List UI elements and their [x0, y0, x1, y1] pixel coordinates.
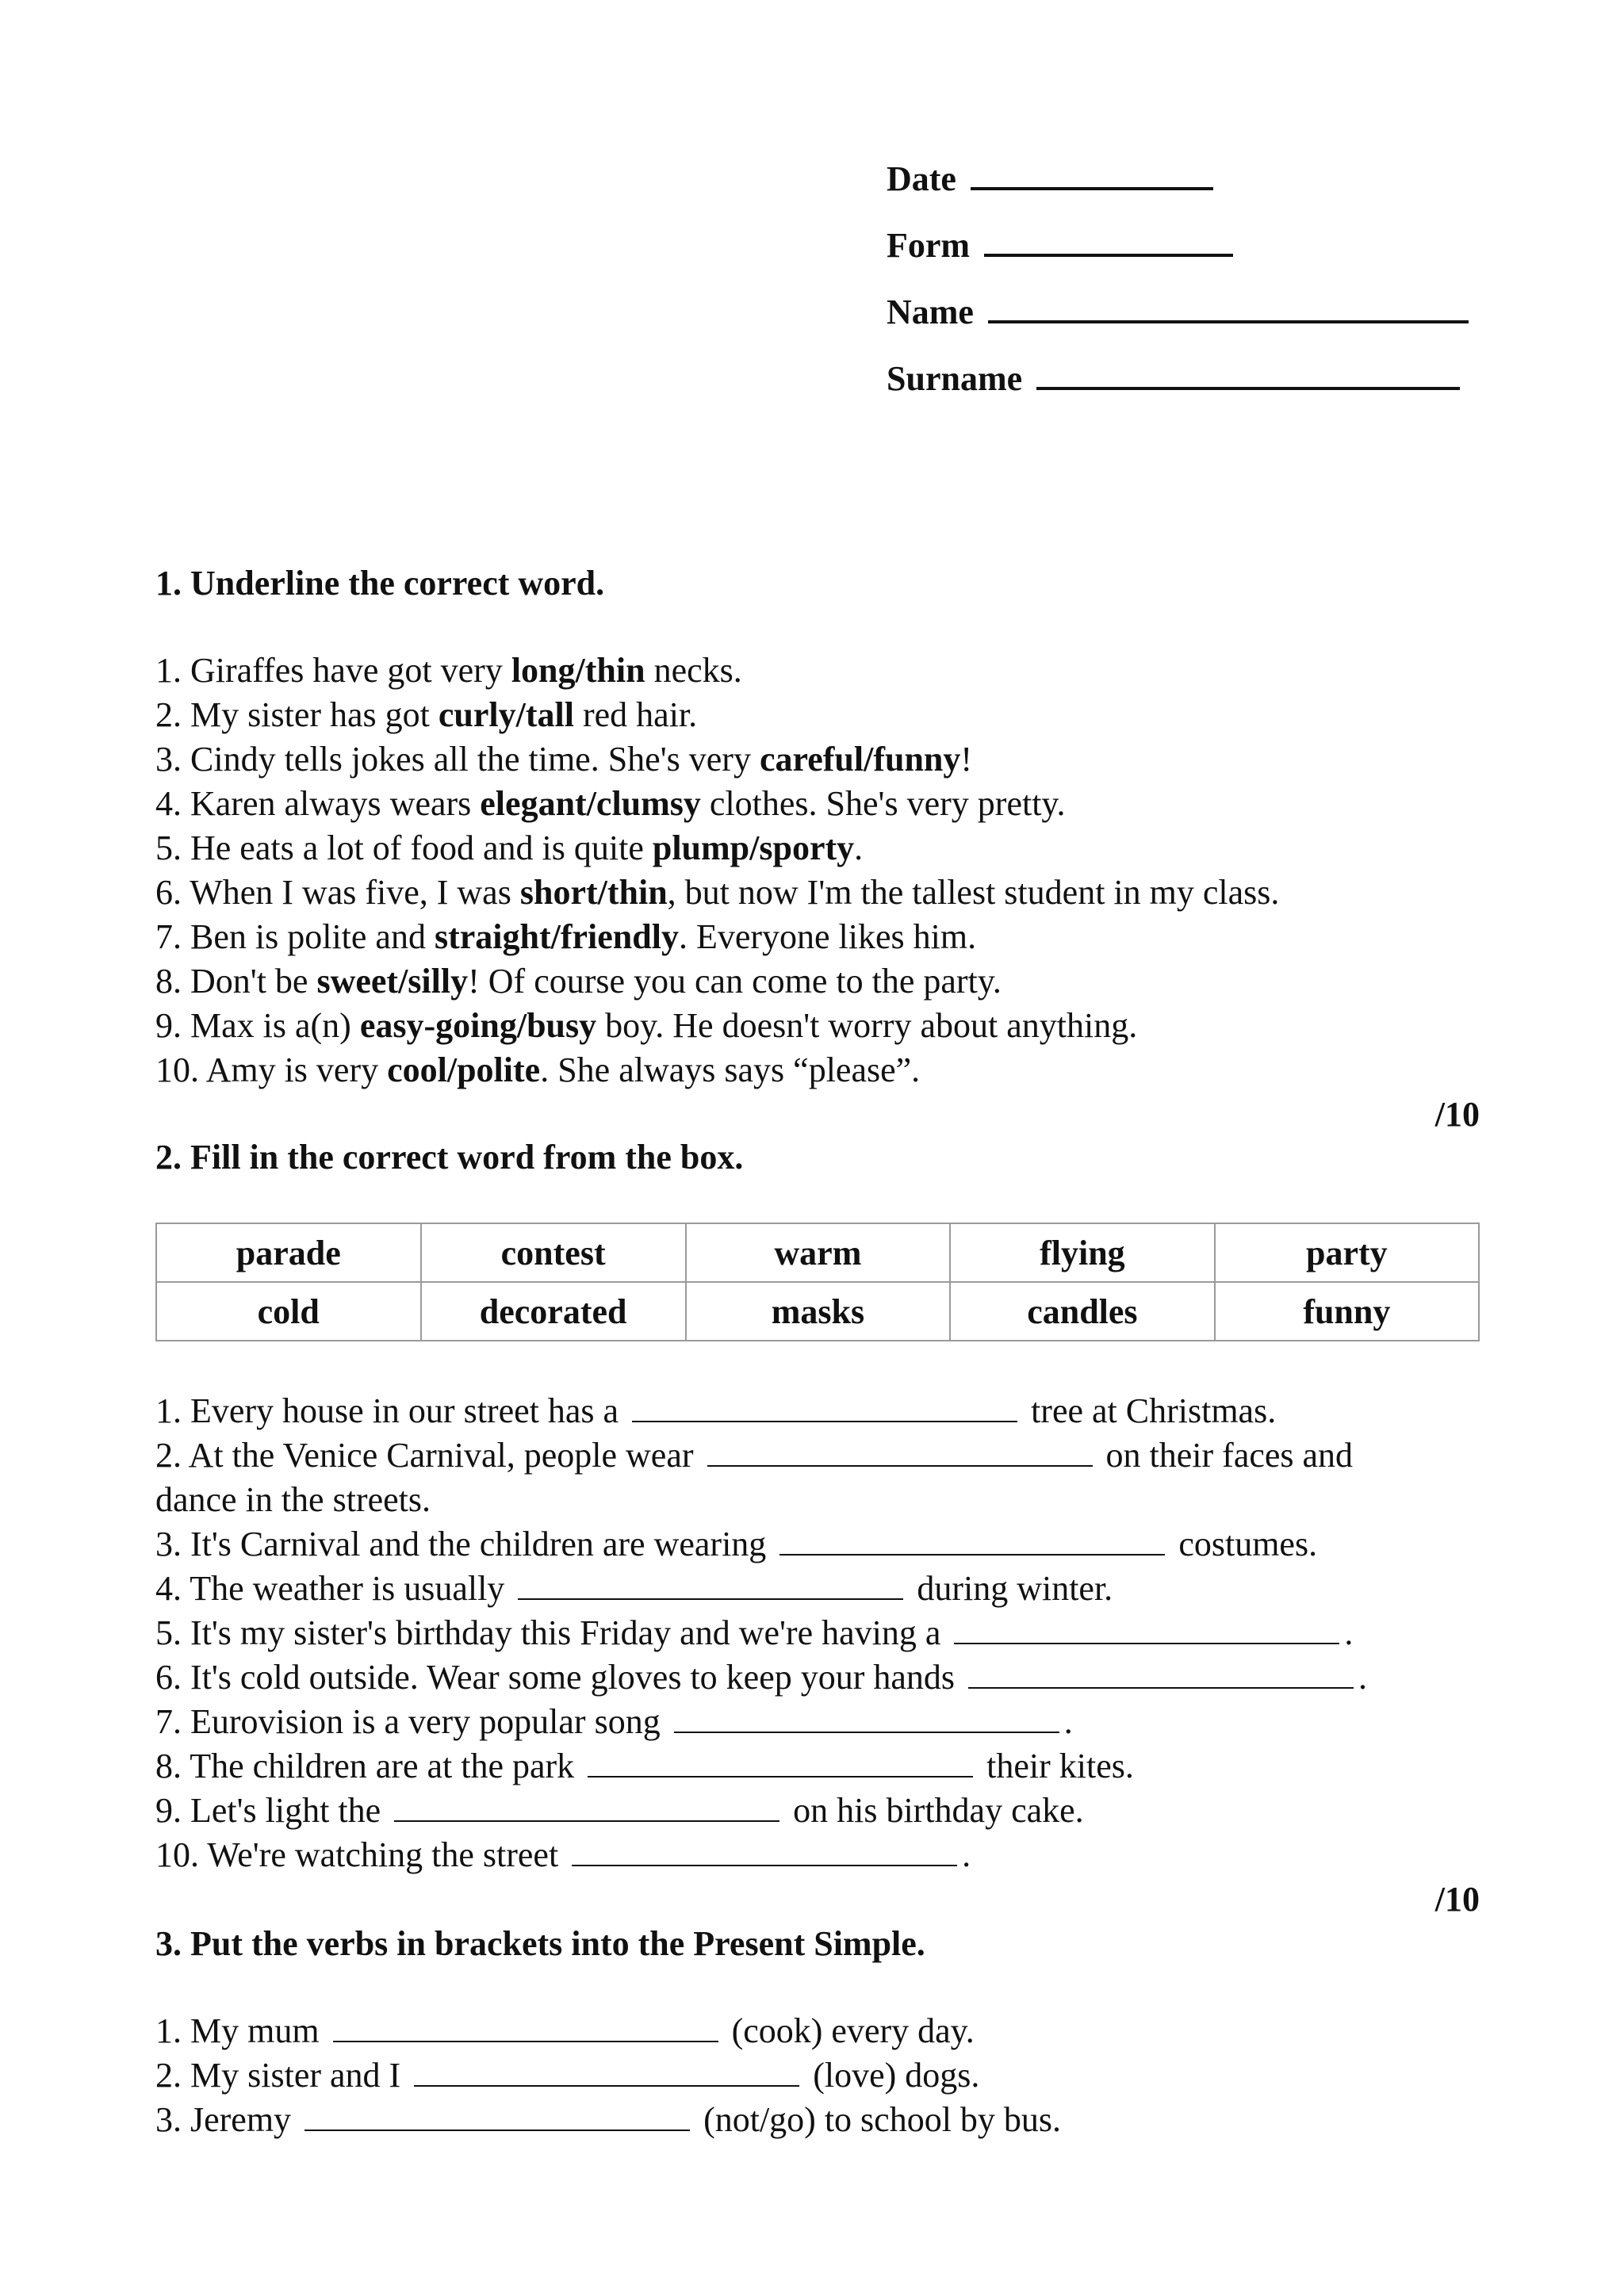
word-box-cell: decorated — [421, 1282, 686, 1341]
section-3-title: 3. Put the verbs in brackets into the Present Simple. — [155, 1924, 925, 1963]
word-choice[interactable]: long/thin — [511, 651, 645, 690]
answer-blank[interactable] — [572, 1833, 957, 1866]
answer-blank[interactable] — [414, 2053, 799, 2087]
form-label: Form — [887, 226, 971, 265]
section-3-items — [155, 2009, 1480, 2142]
list-item: 2. My sister and I (love) dogs. — [155, 2053, 1480, 2098]
list-item: 3. It's Carnival and the children are wearing costumes. — [155, 1522, 1480, 1567]
section-2-title-block — [155, 1135, 1480, 1180]
word-box-cell: funny — [1215, 1282, 1479, 1341]
section-1-title: 1. Underline the correct word. — [155, 564, 605, 603]
name-label: Name — [887, 293, 974, 331]
name-field[interactable] — [887, 282, 1469, 349]
list-item: dance in the streets. — [155, 1480, 431, 1519]
list-item: 5. He eats a lot of food and is quite plump/sporty. — [155, 828, 864, 867]
answer-blank[interactable] — [333, 2009, 718, 2042]
list-item: 10. We're watching the street . — [155, 1833, 1480, 1877]
list-item: 9. Max is a(n) easy-going/busy boy. He doesn't worry about anything. — [155, 1006, 1138, 1045]
word-choice[interactable]: elegant/clumsy — [480, 784, 701, 823]
word-choice[interactable]: careful/funny — [759, 740, 961, 779]
section-2-items — [155, 1389, 1480, 1877]
word-box-cell: masks — [686, 1282, 950, 1341]
word-box-cell: warm — [686, 1223, 950, 1282]
list-item: 7. Eurovision is a very popular song . — [155, 1700, 1480, 1744]
word-box-cell: candles — [950, 1282, 1215, 1341]
word-box — [155, 1223, 1480, 1341]
word-box-cell: cold — [156, 1282, 421, 1341]
answer-blank[interactable] — [674, 1700, 1059, 1733]
section-3-title-block — [155, 1922, 1480, 1966]
list-item: 1. Every house in our street has a tree at Christmas. — [155, 1389, 1480, 1433]
section-1-items — [155, 649, 1480, 1093]
word-choice[interactable]: curly/tall — [438, 695, 574, 734]
list-item: 8. Don't be sweet/silly! Of course you can come to the party. — [155, 962, 1002, 1001]
list-item: 1. My mum (cook) every day. — [155, 2009, 1480, 2053]
list-item: 4. The weather is usually during winter. — [155, 1567, 1480, 1611]
word-box-cell: party — [1215, 1223, 1479, 1282]
list-item: 6. It's cold outside. Wear some gloves to keep your hands . — [155, 1655, 1480, 1700]
list-item: 9. Let's light the on his birthday cake. — [155, 1789, 1480, 1833]
answer-blank[interactable] — [968, 1655, 1354, 1689]
date-blank[interactable] — [971, 152, 1213, 190]
section-2-score: /10 — [1434, 1880, 1480, 1919]
word-box-row — [156, 1282, 1479, 1341]
list-item: 3. Cindy tells jokes all the time. She's very careful/funny! — [155, 740, 973, 779]
word-choice[interactable]: plump/sporty — [652, 828, 855, 867]
list-item: 2. My sister has got curly/tall red hair. — [155, 695, 698, 734]
surname-blank[interactable] — [1036, 352, 1460, 390]
word-choice[interactable]: short/thin — [519, 873, 668, 912]
date-label: Date — [887, 159, 956, 198]
surname-label: Surname — [887, 359, 1023, 398]
answer-blank[interactable] — [954, 1611, 1339, 1644]
answer-blank[interactable] — [394, 1789, 779, 1822]
date-field[interactable] — [887, 149, 1469, 216]
answer-blank[interactable] — [518, 1567, 903, 1600]
list-item: 3. Jeremy (not/go) to school by bus. — [155, 2098, 1480, 2142]
list-item: 5. It's my sister's birthday this Friday and we're having a . — [155, 1611, 1480, 1655]
word-box-cell: parade — [156, 1223, 421, 1282]
word-choice[interactable]: cool/polite — [387, 1050, 541, 1089]
section-1-score: /10 — [1434, 1095, 1480, 1134]
form-blank[interactable] — [984, 219, 1233, 257]
word-box-row — [156, 1223, 1479, 1282]
section-2-title: 2. Fill in the correct word from the box. — [155, 1138, 744, 1177]
student-info-header — [887, 149, 1469, 415]
answer-blank[interactable] — [304, 2098, 690, 2131]
surname-field[interactable] — [887, 349, 1469, 415]
list-item: 1. Giraffes have got very long/thin necks. — [155, 651, 742, 690]
answer-blank[interactable] — [707, 1433, 1093, 1467]
word-box-cell: flying — [950, 1223, 1215, 1282]
list-item: 6. When I was five, I was short/thin, but now I'm the tallest student in my class. — [155, 873, 1280, 912]
list-item: 10. Amy is very cool/polite. She always says “please”. — [155, 1050, 921, 1089]
list-item: 4. Karen always wears elegant/clumsy clothes. She's very pretty. — [155, 784, 1066, 823]
list-item: 8. The children are at the park their kites. — [155, 1744, 1480, 1789]
word-choice[interactable]: straight/friendly — [434, 917, 679, 956]
list-item: 7. Ben is polite and straight/friendly. Everyone likes him. — [155, 917, 977, 956]
form-field[interactable] — [887, 216, 1469, 282]
section-1-title-block — [155, 561, 1480, 606]
answer-blank[interactable] — [588, 1744, 973, 1777]
word-choice[interactable]: sweet/silly — [316, 962, 469, 1001]
answer-blank[interactable] — [779, 1522, 1165, 1556]
answer-blank[interactable] — [632, 1389, 1017, 1422]
list-item: 2. At the Venice Carnival, people wear on their faces and — [155, 1433, 1480, 1478]
word-choice[interactable]: easy-going/busy — [359, 1006, 597, 1045]
word-box-cell: contest — [421, 1223, 686, 1282]
name-blank[interactable] — [988, 285, 1469, 323]
